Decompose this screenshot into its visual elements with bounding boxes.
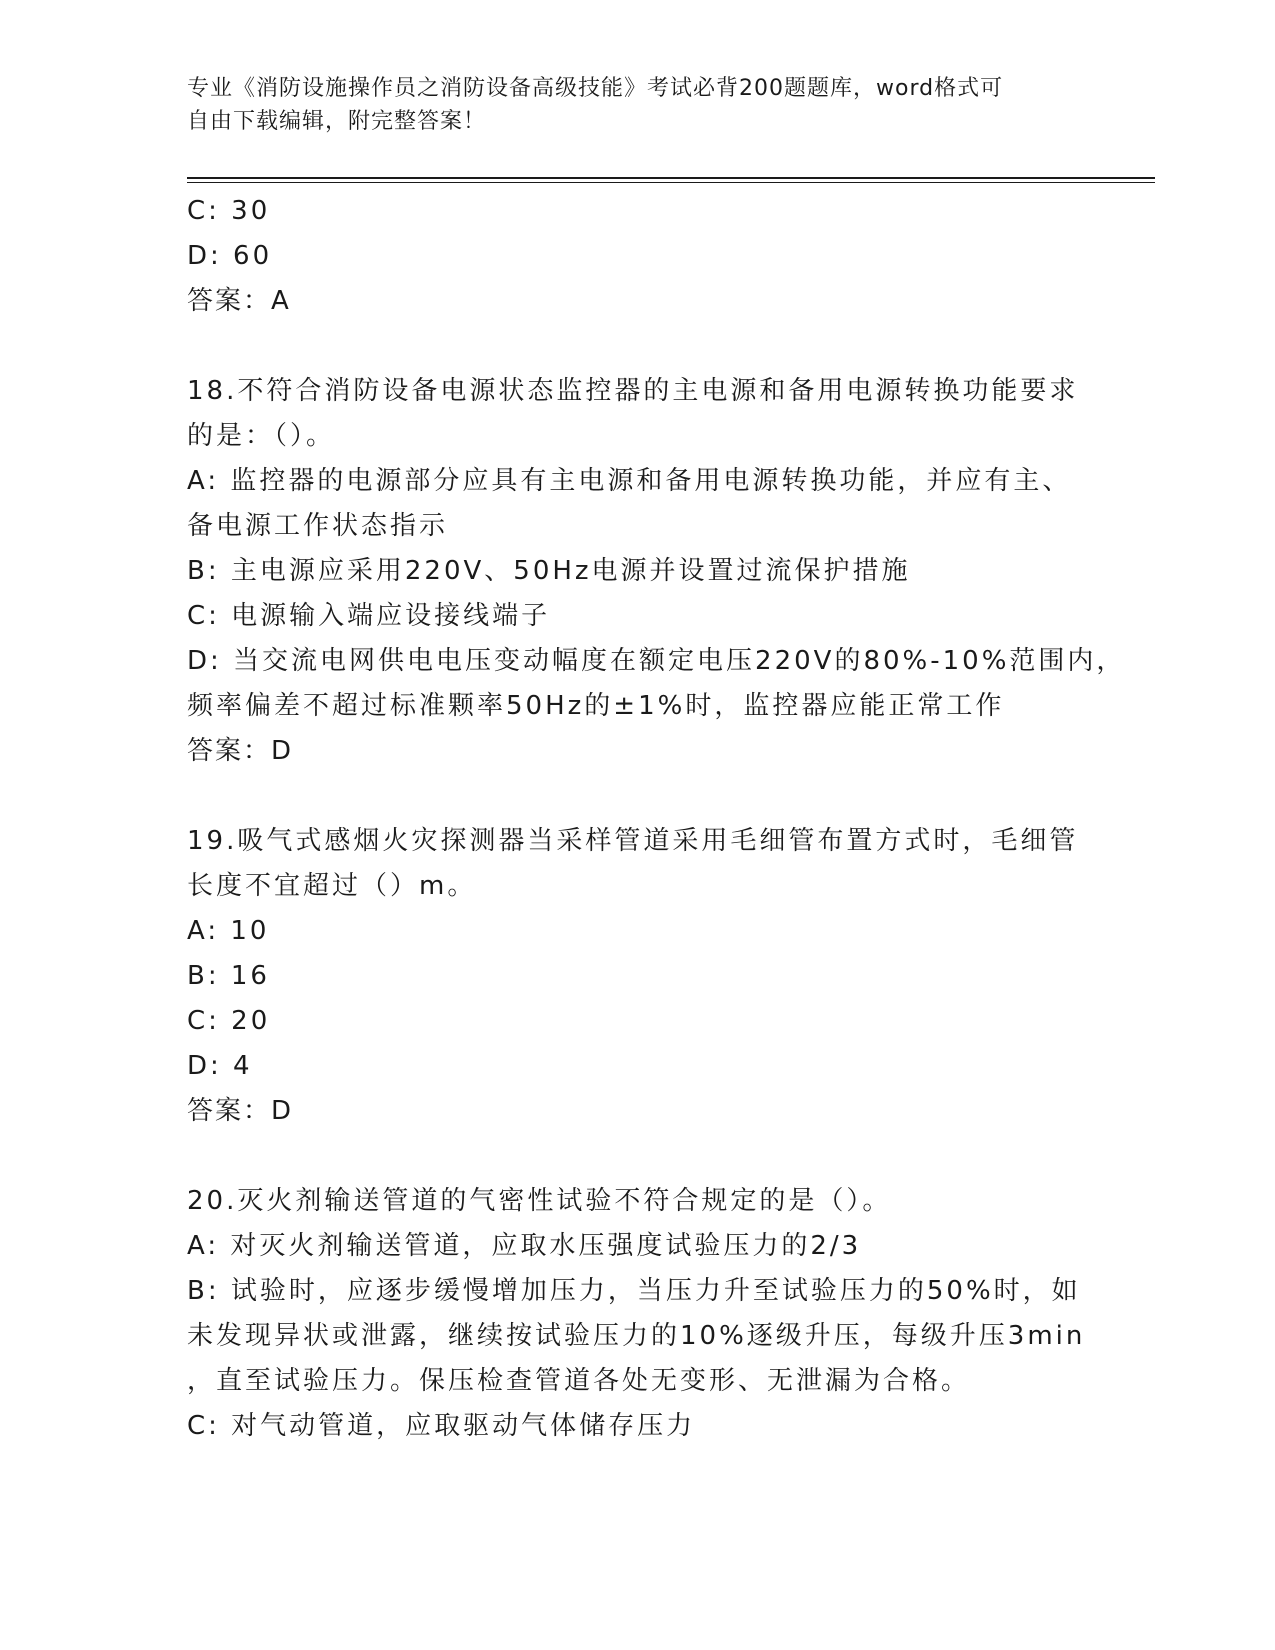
question-19 [187, 819, 1087, 1134]
question-stem: 18.不符合消防设备电源状态监控器的主电源和备用电源转换功能要求 [187, 376, 1079, 406]
option-d: D: 60 [187, 241, 273, 271]
answer: 答案：A [187, 286, 291, 316]
option-b-cont: 未发现异状或泄露，继续按试验压力的10%逐级升压，每级升压3min [187, 1321, 1086, 1351]
option-c: C: 30 [187, 196, 271, 226]
option-b: B: 主电源应采用220V、50Hz电源并设置过流保护措施 [187, 556, 911, 586]
option-a: A: 对灭火剂输送管道，应取水压强度试验压力的2/3 [187, 1231, 862, 1261]
spacer [187, 774, 1087, 819]
question-stem: 19.吸气式感烟火灾探测器当采样管道采用毛细管布置方式时，毛细管 [187, 826, 1079, 856]
option-b: B: 试验时，应逐步缓慢增加压力，当压力升至试验压力的50%时，如 [187, 1276, 1081, 1306]
question-17-tail [187, 189, 1087, 324]
option-b-cont: ，直至试验压力。保压检查管道各处无变形、无泄漏为合格。 [187, 1366, 971, 1396]
document-header [187, 72, 1067, 138]
option-a-cont: 备电源工作状态指示 [187, 511, 449, 541]
header-divider [187, 177, 1155, 183]
option-d: D: 当交流电网供电电压变动幅度在额定电压220V的80%-10%范围内， [187, 646, 1126, 676]
header-line: 自由下载编辑，附完整答案！ [187, 109, 487, 134]
question-stem: 长度不宜超过（）m。 [187, 871, 477, 901]
option-c: C: 电源输入端应设接线端子 [187, 601, 551, 631]
answer: 答案：D [187, 1096, 294, 1126]
question-stem: 20.灭火剂输送管道的气密性试验不符合规定的是（）。 [187, 1186, 892, 1216]
question-stem: 的是：（）。 [187, 421, 336, 451]
spacer [187, 324, 1087, 369]
option-c: C: 20 [187, 1006, 271, 1036]
header-line: 专业《消防设施操作员之消防设备高级技能》考试必背200题题库，word格式可 [187, 76, 1004, 101]
answer: 答案：D [187, 736, 294, 766]
option-c: C: 对气动管道，应取驱动气体储存压力 [187, 1411, 696, 1441]
option-a: A: 监控器的电源部分应具有主电源和备用电源转换功能，并应有主、 [187, 466, 1072, 496]
spacer [187, 1134, 1087, 1179]
option-d-cont: 频率偏差不超过标准颗率50Hz的±1%时，监控器应能正常工作 [187, 691, 1005, 721]
document-body [187, 189, 1126, 1449]
question-18 [187, 369, 1126, 774]
question-20 [187, 1179, 1087, 1449]
option-a: A: 10 [187, 916, 270, 946]
option-d: D: 4 [187, 1051, 253, 1081]
option-b: B: 16 [187, 961, 270, 991]
